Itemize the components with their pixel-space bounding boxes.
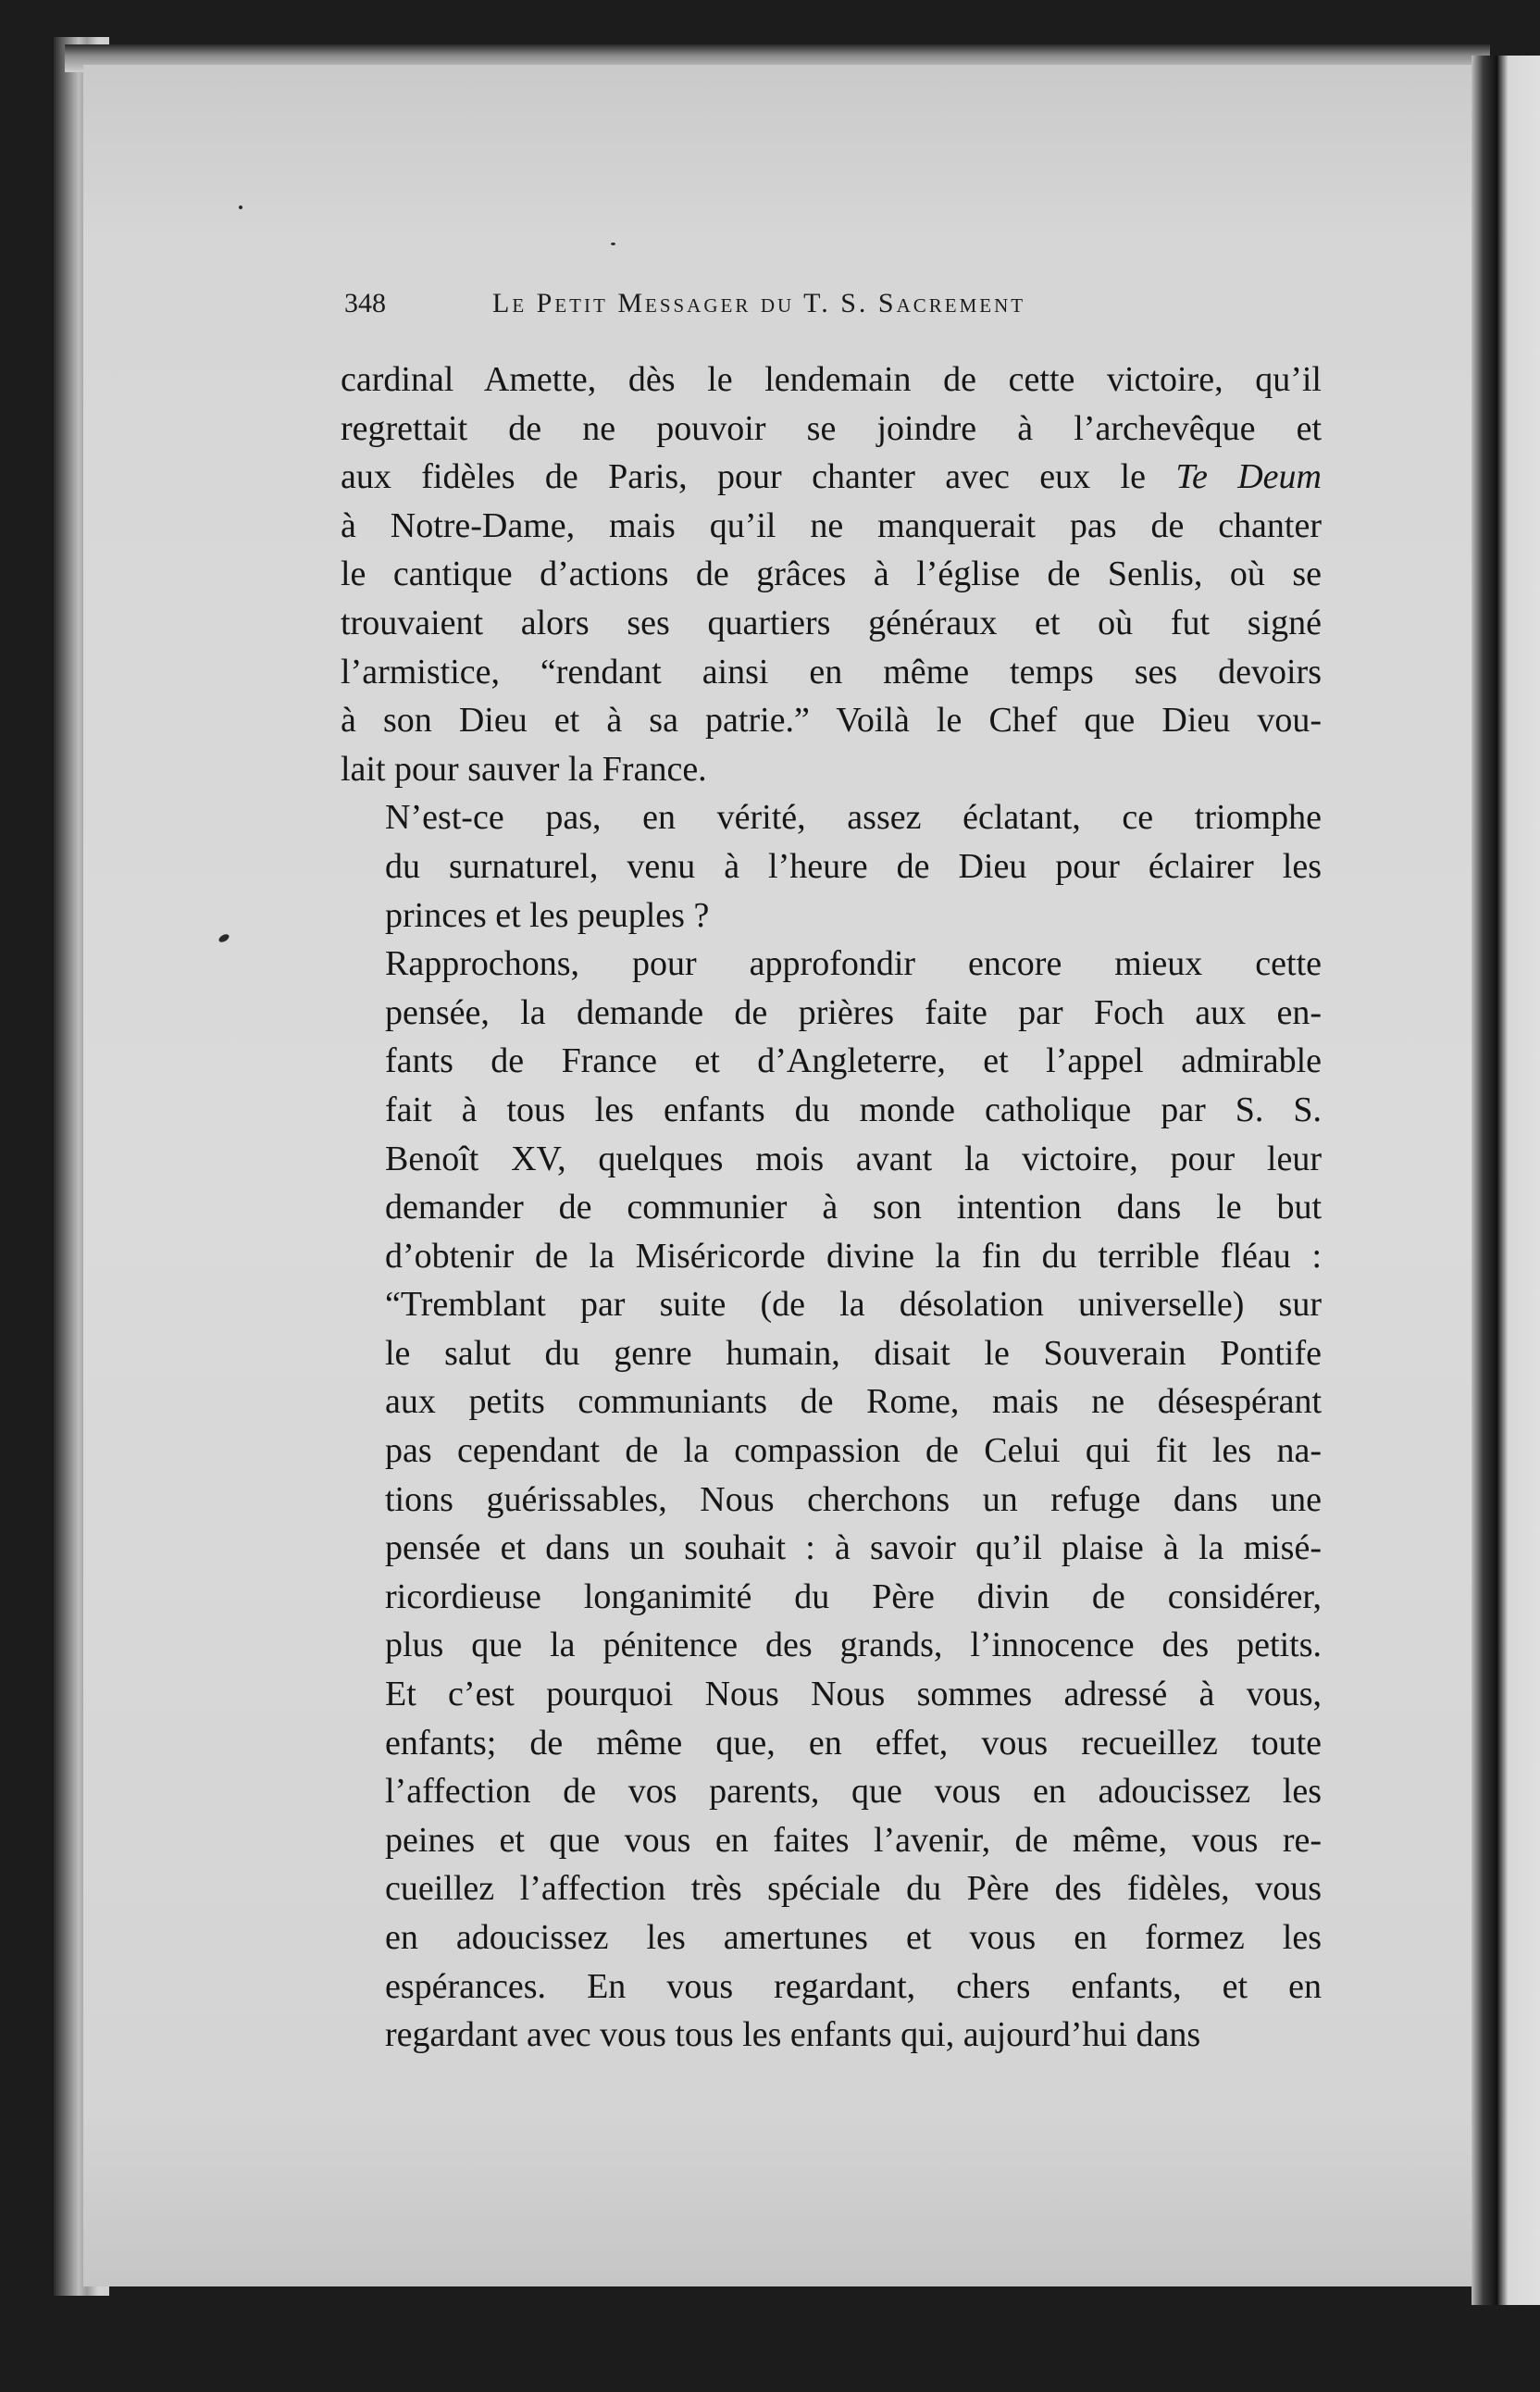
text-line: demander de communier à son intention dans le but [385,1188,1322,1227]
text-line: à son Dieu et à sa patrie.” Voilà le Chef que Dieu vou- [341,701,1322,741]
body-text [341,355,1322,2096]
text-line: à Notre-Dame, mais qu’il ne manquerait pas de chanter [341,505,1322,545]
scan-speck [239,206,242,209]
binding-gutter [1472,56,1497,2305]
text-line: cueillez l’affection très spéciale du Père des fidèles, vous [385,1869,1322,1909]
text-line: pensée, la demande de prières faite par Foch aux en- [385,992,1322,1032]
running-head [344,281,1325,326]
text-line: l’affection de vos parents, que vous en adoucissez les [385,1772,1322,1812]
text-line: cardinal Amette, dès le lendemain de cette victoire, qu’il [341,360,1322,399]
text-line: Et c’est pourquoi Nous Nous sommes adressé à vous, [385,1675,1322,1714]
scan-speck [611,243,615,245]
text-line: plus que la pénitence des grands, l’innocence des petits. [385,1626,1322,1665]
facing-page-edge [1497,56,1540,2305]
text-line: “Tremblant par suite (de la désolation universelle) sur [385,1285,1322,1325]
text-line: d’obtenir de la Miséricorde divine la fin du terrible fléau : [385,1236,1322,1276]
text-line: regrettait de ne pouvoir se joindre à l’archevêque et [341,408,1322,448]
text-line: espérances. En vous regardant, chers enfants, et en [385,1966,1322,2006]
paragraph [341,793,1322,940]
page-number: 348 [344,288,386,318]
text-line: Rapprochons, pour approfondir encore mieux cette [385,944,1322,984]
text-line: pas cependant de la compassion de Celui qui fit les na- [385,1431,1322,1471]
text-line: princes et les peuples ? [385,895,710,935]
text-line: l’armistice, “rendant ainsi en même temps ses devoirs [341,652,1322,691]
text-line: fants de France et d’Angleterre, et l’appel admirable [385,1041,1322,1081]
text-line: enfants; de même que, en effet, vous recueillez toute [385,1723,1322,1763]
text-line: trouvaient alors ses quartiers généraux et où fut signé [341,603,1322,642]
text-line: lait pour sauver la France. [341,749,707,789]
text-line: en adoucissez les amertunes et vous en formez les [385,1918,1322,1957]
text-line: aux petits communiants de Rome, mais ne désespérant [385,1382,1322,1422]
text-line: le cantique d’actions de grâces à l’église de Senlis, où se [341,554,1322,594]
text-line: du surnaturel, venu à l’heure de Dieu pour éclairer les [385,846,1322,886]
text-line: fait à tous les enfants du monde catholique par S. S. [385,1090,1322,1129]
text-line: ricordieuse longanimité du Père divin de considérer, [385,1576,1322,1616]
text-line: N’est-ce pas, en vérité, assez éclatant, ce triomphe [385,798,1322,838]
text-line: regardant avec vous tous les enfants qui, aujourd’hui dans [385,2015,1201,2055]
text-line: aux fidèles de Paris, pour chanter avec eux le Te Deum [341,457,1322,497]
text-line: pensée et dans un souhait : à savoir qu’il plaise à la misé- [385,1528,1322,1568]
text-line: Benoît XV, quelques mois avant la victoire, pour leur [385,1139,1322,1178]
paragraph [341,355,1322,793]
paragraph [341,940,1322,2060]
text-line: le salut du genre humain, disait le Souverain Pontife [385,1333,1322,1373]
running-head-title: Le Petit Messager du T. S. Sacrement [492,288,1026,318]
text-line: tions guérissables, Nous cherchons un refuge dans une [385,1479,1322,1519]
text-line: peines et que vous en faites l’avenir, de même, vous re- [385,1820,1322,1860]
